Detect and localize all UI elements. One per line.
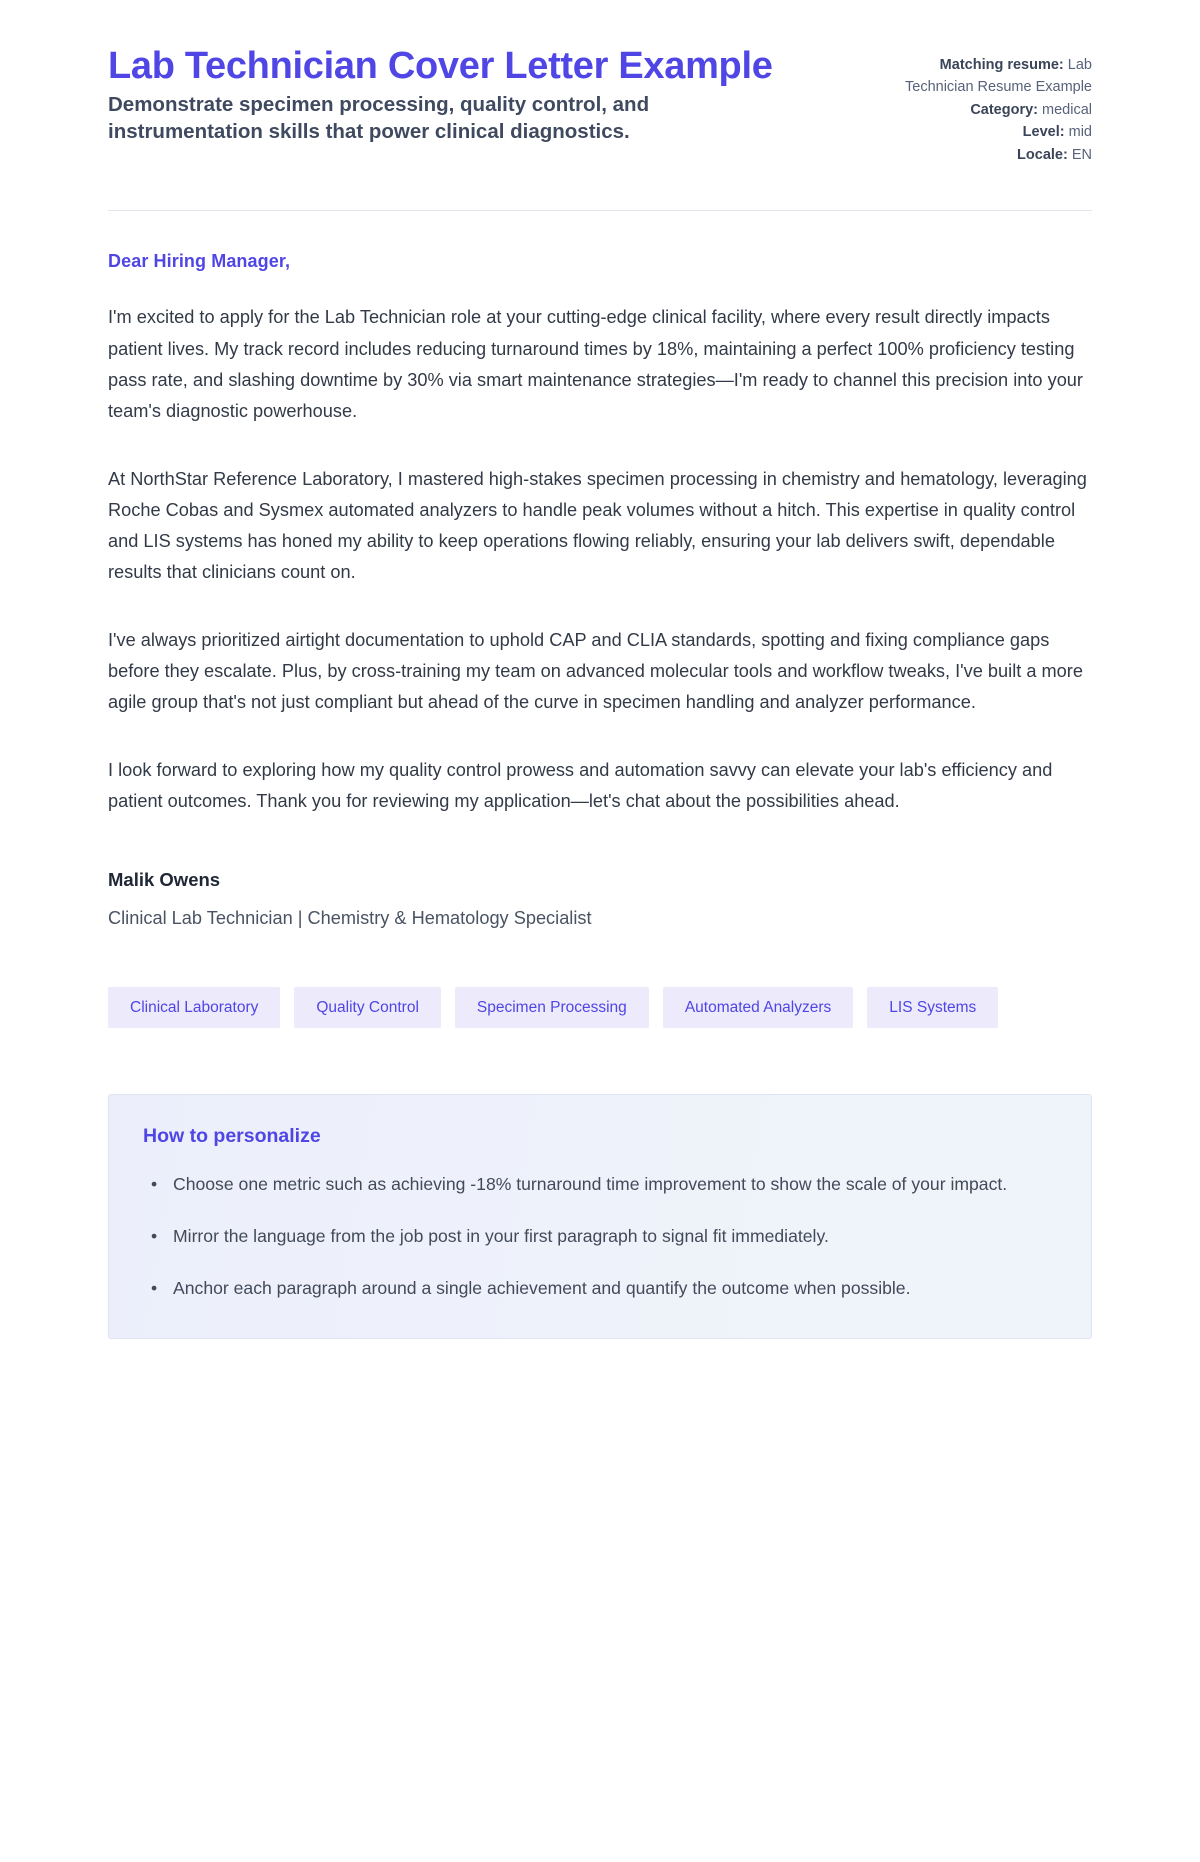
- meta-label-category: Category:: [970, 101, 1038, 118]
- meta-label-matching-resume: Matching resume:: [939, 57, 1064, 73]
- letter-body: [108, 211, 1092, 932]
- callout-tip-list: [143, 1170, 1057, 1304]
- skill-tag[interactable]: Quality Control: [294, 987, 441, 1029]
- meta-value-category: medical: [1042, 101, 1092, 118]
- meta-row-level: [874, 121, 1092, 143]
- meta-value-matching-resume: Lab Technician Resume Example: [905, 57, 1092, 96]
- letter-paragraph-1: I'm excited to apply for the Lab Technician role at your cutting-edge clinical facility, where every result directly impacts patient lives. My track record includes reducing turnaround times by 18%, maintaining a perfect 100% proficiency testing pass rate, and slashing downtime by 30% via smart maintenance strategies—I'm ready to channel this precision into your team's diagnostic powerhouse.: [108, 307, 1083, 422]
- letter-paragraph-4: I look forward to exploring how my quality control prowess and automation savvy can elevate your lab's efficiency and patient outcomes. Thank you for reviewing my application—let's chat about the possibilities ahead.: [108, 759, 1053, 811]
- signature-role: Clinical Lab Technician | Chemistry & Hematology Specialist: [108, 908, 592, 929]
- skill-tag[interactable]: Automated Analyzers: [663, 987, 853, 1029]
- letter-paragraph-2: At NorthStar Reference Laboratory, I mastered high-stakes specimen processing in chemistry and hematology, leveraging Roche Cobas and Sysmex automated analyzers to handle peak volumes without a hitch. This expertise in quality control and LIS systems has honed my ability to keep operations flowing reliably, ensuring your lab delivers swift, dependable results that clinicians count on.: [108, 468, 1087, 583]
- skill-tag-list: [108, 987, 1092, 1029]
- meta-label-level: Level:: [1022, 124, 1065, 141]
- meta-value-level: mid: [1068, 124, 1092, 141]
- meta-row-matching-resume: [874, 54, 1092, 99]
- callout-title: How to personalize: [143, 1125, 321, 1147]
- meta-value-locale: EN: [1071, 146, 1092, 163]
- page-header: [108, 46, 1092, 166]
- skill-tag[interactable]: LIS Systems: [867, 987, 998, 1029]
- skill-tag[interactable]: Clinical Laboratory: [108, 987, 280, 1029]
- callout-tip-item: • Mirror the language from the job post in your first paragraph to signal fit immediately.: [169, 1222, 1057, 1252]
- meta-row-category: [874, 99, 1092, 121]
- how-to-personalize-callout: [108, 1094, 1092, 1339]
- signature-name: Malik Owens: [108, 869, 221, 891]
- document-metadata: [874, 46, 1092, 166]
- letter-salutation: Dear Hiring Manager,: [108, 251, 291, 272]
- letter-paragraph-3: I've always prioritized airtight documentation to uphold CAP and CLIA standards, spotting and fixing compliance gaps before they escalate. Plus, by cross-training my team on advanced molecular tools and workflow tweaks, I've built a more agile group that's not just compliant but ahead of the curve in specimen handling and analyzer performance.: [108, 629, 1083, 713]
- letter-signature: [108, 869, 1092, 932]
- meta-row-locale: [874, 144, 1092, 166]
- callout-tip-item: • Choose one metric such as achieving -18% turnaround time improvement to show the scale of your impact.: [169, 1170, 1057, 1200]
- page-subtitle: Demonstrate specimen processing, quality control, and instrumentation skills that power clinical diagnostics.: [108, 93, 650, 143]
- skill-tag[interactable]: Specimen Processing: [455, 987, 649, 1029]
- meta-label-locale: Locale:: [1017, 146, 1068, 163]
- callout-tip-item: • Anchor each paragraph around a single achievement and quantify the outcome when possible.: [169, 1274, 1057, 1304]
- header-text-block: [108, 46, 834, 145]
- page-title: Lab Technician Cover Letter Example: [108, 45, 773, 87]
